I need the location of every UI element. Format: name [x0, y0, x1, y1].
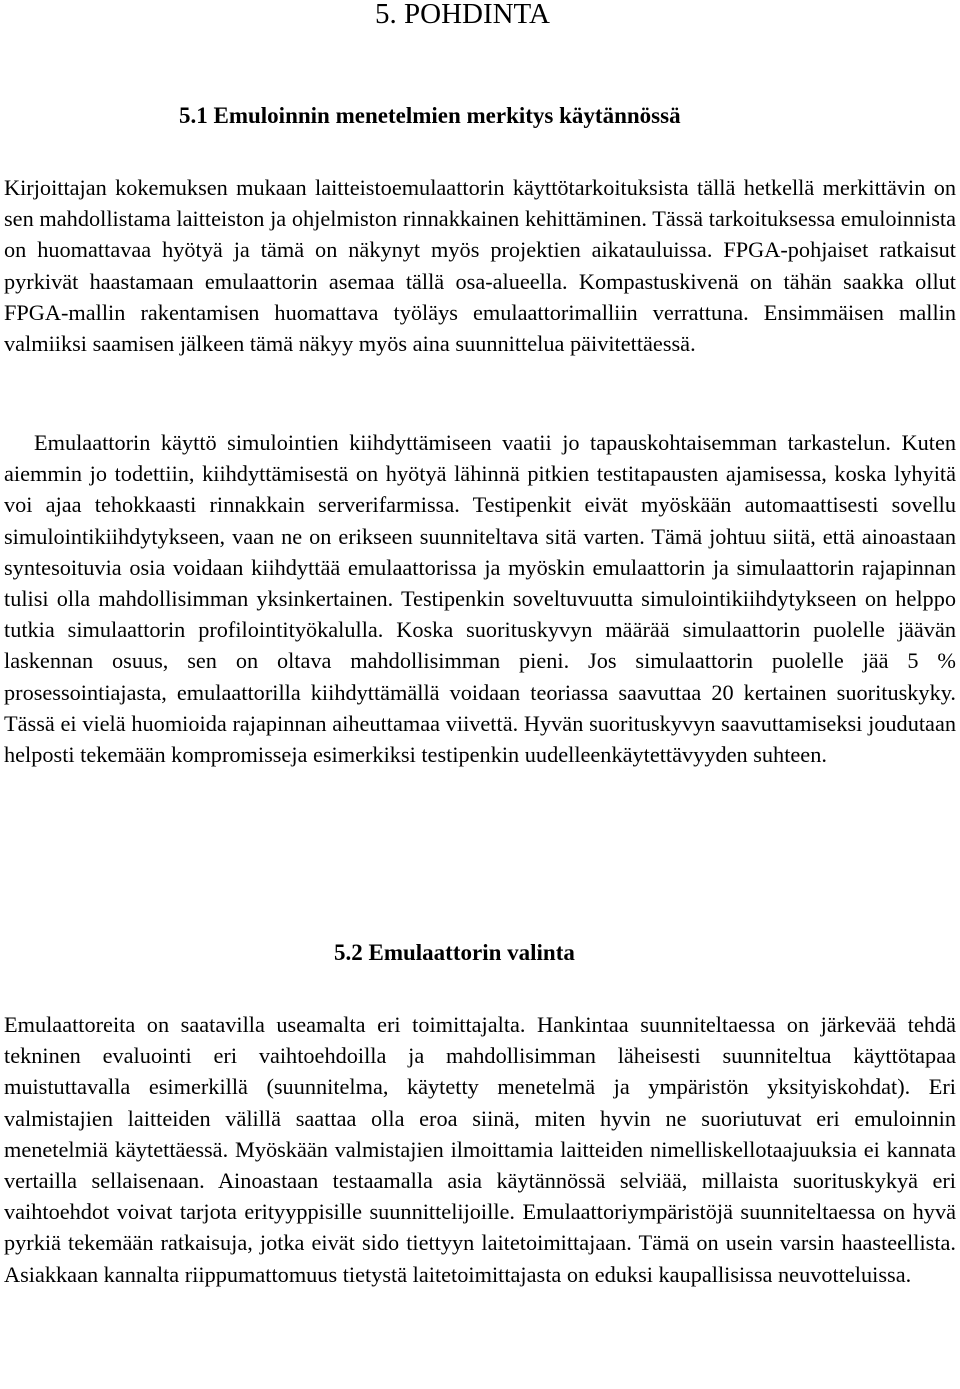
section-title-5-2: 5.2 Emulaattorin valinta: [334, 940, 575, 965]
paragraph: Emulaattorin käyttö simulointien kiihdyttämiseen vaatii jo tapauskohtaisemman tarkastelun. Kuten aiemmin jo todettiin, kiihdyttämisestä on hyötyä lähinnä pitkien testitapausten ajamisessa, koska lyhyitä voi ajaa tehokkaasti rinnakkain serverifarmissa. Testipenkit eivät myöskään automaattisesti sovellu simulointikiihdytykseen, vaan ne on erikseen suunniteltava sitä varten. Tämä johtuu siitä, että ainoastaan syntesoituvia osia voidaan kiihdyttää emulaattorissa ja myöskin emulaattorin ja simulaattorin rajapinnan tulisi olla mahdollisimman yksinkertainen. Testipenkin soveltuvuutta simulointikiihdytykseen on helppo tutkia simulaattorin profilointityökalulla. Koska suorituskyvyn määrää simulaattorin puolelle jäävän laskennan osuus, sen on oltava mahdollisimman pieni. Jos simulaattorin puolelle jää 5 % prosessointiajasta, emulaattorilla kiihdyttämällä voidaan teoriassa saavuttaa 20 kertainen suorituskyky. Tässä ei vielä huomioida rajapinnan aiheuttamaa viivettä. Hyvän suorituskyvyn saavuttamiseksi joudutaan helposti tekemään kompromisseja esimerkiksi testipenkin uudelleenkäytettävyyden suhteen.: [4, 430, 956, 768]
paragraph: Kirjoittajan kokemuksen mukaan laitteistoemulaattorin käyttötarkoituksista tällä hetkellä merkittävin on sen mahdollistama laitteiston ja ohjelmiston rinnakkainen kehittäminen. Tässä tarkoituksessa emuloinnista on huomattavaa hyötyä ja tämä on näkynyt myös projektien aikatauluissa. FPGA-pohjaiset ratkaisut pyrkivät haastamaan emulaattorin asemaa tällä osa-alueella. Kompastuskivenä on tähän saakka ollut FPGA-mallin rakentamisen huomattava työläys emulaattorimalliin verrattuna. Ensimmäisen mallin valmiiksi saamisen jälkeen tämä näkyy myös aina suunnittelua päivitettäessä.: [4, 175, 956, 357]
chapter-title: 5. POHDINTA: [375, 0, 550, 30]
section-title-5-1: 5.1 Emuloinnin menetelmien merkitys käytännössä: [179, 103, 681, 128]
paragraph: Emulaattoreita on saatavilla useamalta eri toimittajalta. Hankintaa suunniteltaessa on järkevää tehdä tekninen evaluointi eri vaihtoehdoilla ja mahdollisimman läheisesti suunniteltua käyttötapaa muistuttavalla esimerkillä (suunnitelma, käytetty menetelmä ja ympäristön yksityiskohdat). Eri valmistajien laitteiden välillä saattaa olla eroa siinä, miten hyvin ne suoriutuvat eri emuloinnin menetelmiä käytettäessä. Myöskään valmistajien ilmoittamia laitteiden nimelliskellotaajuuksia ei kannata vertailla sellaisenaan. Ainoastaan testaamalla asia käytännössä selviää, millaista suorituskykyä eri vaihtoehdot voivat tarjota erityyppisille suunnittelijoille. Emulaattoriympäristöjä suunniteltaessa on hyvä pyrkiä tekemään ratkaisuja, jotka eivät sido tiettyyn laitetoimittajaan. Tämä on usein varsin haasteellista. Asiakkaan kannalta riippumattomuus tietystä laitetoimittajasta on eduksi kaupallisissa neuvotteluissa.: [4, 1012, 956, 1287]
